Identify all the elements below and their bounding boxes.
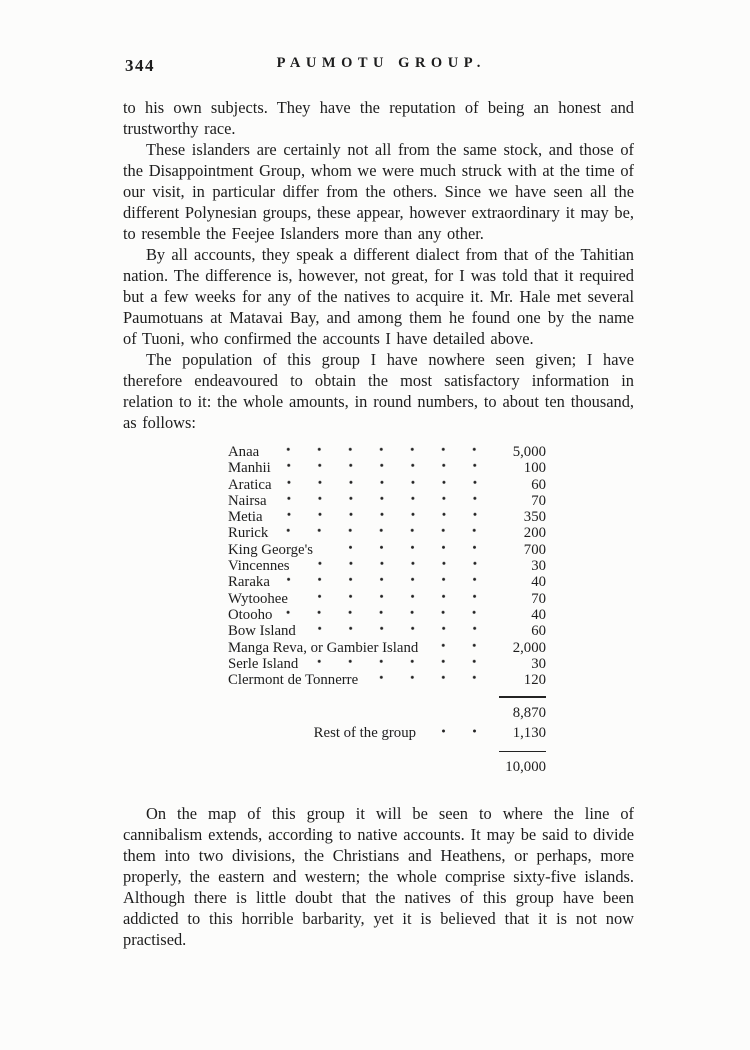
population-table <box>228 444 546 688</box>
leader-dots <box>275 509 492 525</box>
table-row <box>228 509 546 525</box>
paragraph-1: to his own subjects. They have the reputation of being an honest and trustworthy race. <box>123 98 634 138</box>
paragraph-3: By all accounts, they speak a different dialect from that of the Tahitian nation. The difference is, however, not great, for I was told that it required but a few weeks for any of the natives to acquire it. Mr. Hale met several Paumotuans at Matavai Bay, and among them he found one by the name of Tuoni, who confirmed the accounts I have detailed above. <box>123 245 634 348</box>
total-rule <box>499 751 546 753</box>
population-value: 200 <box>523 525 546 542</box>
leader-dots <box>325 542 492 558</box>
page-header <box>123 55 634 77</box>
leader-dots <box>284 607 492 623</box>
table-row <box>228 574 546 590</box>
population-value: 350 <box>523 509 546 526</box>
paragraph-5: On the map of this group it will be seen to where the line of cannibalism extends, according to native accounts. It may be said to divide them into two divisions, the Christians and Heathens, or perhaps, more properly, the eastern and western; the whole comprise sixty-five islands. Although there is little doubt that the natives of this group have been addicted to this horrible barbarity, yet it is believed that it is not now practised. <box>123 804 634 950</box>
page-number: 344 <box>125 56 155 75</box>
table-row <box>228 493 546 509</box>
table-row <box>228 477 546 493</box>
leader-dots <box>280 525 492 541</box>
leader-dots <box>271 444 492 460</box>
population-value: 2,000 <box>512 639 546 656</box>
island-name: Aratica <box>228 476 272 493</box>
island-name: King George's <box>228 541 313 558</box>
island-name: Vincennes <box>228 558 290 575</box>
island-name: Otooho <box>228 606 273 623</box>
island-name: Serle Island <box>228 655 299 672</box>
leader-dots <box>302 558 492 574</box>
island-name: Raraka <box>228 574 270 591</box>
paragraph-4: The population of this group I have nowhere seen given; I have therefore endeavoured to obtain the most satisfactory information in relation to it: the whole amounts, in round numbers, to about ten thousand, as follows: <box>123 350 634 432</box>
island-name: Nairsa <box>228 492 267 509</box>
table-row <box>228 525 546 541</box>
table-row <box>228 623 546 639</box>
population-value: 30 <box>531 558 546 575</box>
island-name: Anaa <box>228 444 260 460</box>
island-name: Rurick <box>228 525 269 542</box>
island-name: Metia <box>228 509 263 526</box>
leader-dots <box>308 623 492 639</box>
population-value: 120 <box>523 672 546 689</box>
subtotal-row <box>228 703 546 723</box>
population-value: 60 <box>531 476 546 493</box>
rest-of-group-row <box>228 723 546 743</box>
population-value: 30 <box>531 655 546 672</box>
table-row <box>228 542 546 558</box>
running-title: PAUMOTU GROUP. <box>276 55 486 71</box>
table-row <box>228 672 546 688</box>
table-row <box>228 460 546 476</box>
island-name: Clermont de Tonnerre <box>228 672 359 689</box>
island-name: Manga Reva, or Gambier Island <box>228 639 419 656</box>
leader-dots <box>310 656 492 672</box>
table-row <box>228 640 546 656</box>
leader-dots <box>279 493 492 509</box>
population-value: 700 <box>523 541 546 558</box>
table-row <box>228 444 546 460</box>
totals-block <box>228 696 546 777</box>
leader-dots <box>284 477 492 493</box>
leader-dots <box>370 672 492 688</box>
population-value: 60 <box>531 623 546 640</box>
table-row <box>228 607 546 623</box>
total-value: 10,000 <box>505 759 546 776</box>
population-value: 100 <box>523 460 546 477</box>
island-name: Manhii <box>228 460 271 477</box>
table-row <box>228 656 546 672</box>
leader-dots <box>430 640 492 656</box>
population-value: 70 <box>531 492 546 509</box>
leader-dots <box>300 591 492 607</box>
population-value: 5,000 <box>512 444 546 460</box>
rest-value: 1,130 <box>512 724 546 741</box>
leader-dots <box>282 574 492 590</box>
subtotal-rule <box>499 696 546 698</box>
rest-label: Rest of the group <box>313 724 416 741</box>
table-row <box>228 558 546 574</box>
leader-dots <box>283 460 492 476</box>
island-name: Bow Island <box>228 623 296 640</box>
subtotal-value: 8,870 <box>512 704 546 721</box>
population-value: 40 <box>531 606 546 623</box>
leader-dots <box>430 723 492 743</box>
island-name: Wytoohee <box>228 590 288 607</box>
paragraph-2: These islanders are certainly not all from the same stock, and those of the Disappointment Group, whom we were much struck with at the time of our visit, in particular differ from the others. Since we have seen all the different Polynesian groups, these appear, however extraordinary it may be, to resemble the Feejee Islanders more than any other. <box>123 140 634 243</box>
total-row <box>228 757 546 777</box>
population-value: 40 <box>531 574 546 591</box>
table-row <box>228 591 546 607</box>
population-value: 70 <box>531 590 546 607</box>
